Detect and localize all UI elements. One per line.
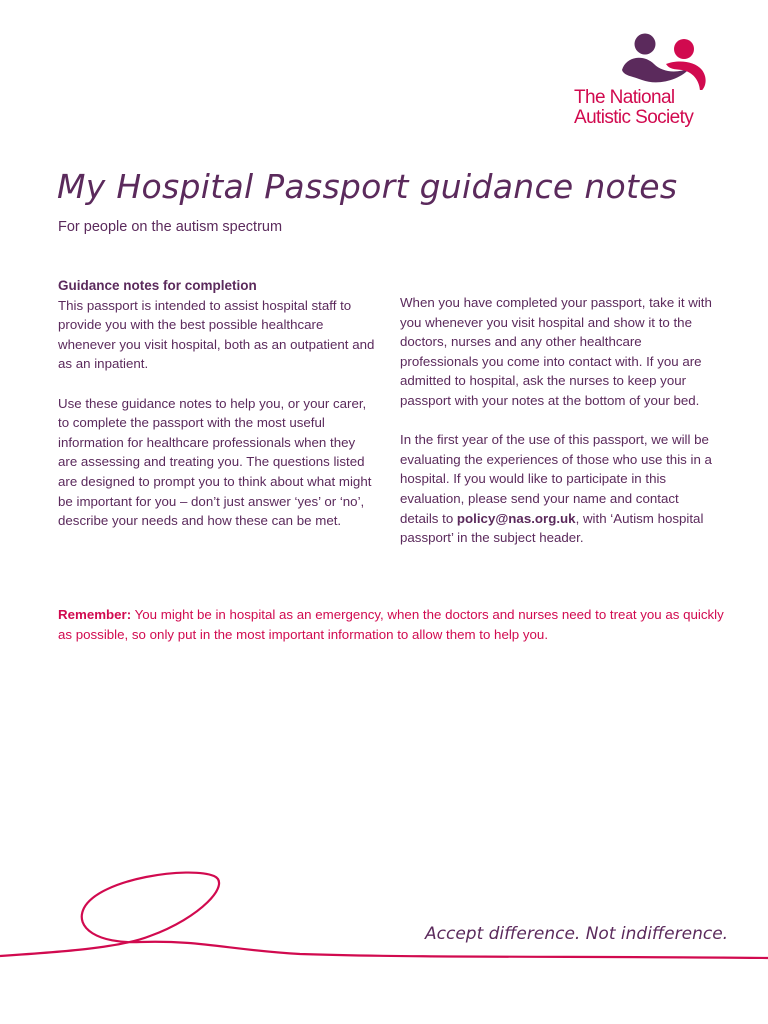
footer-tagline: Accept difference. Not indifference. xyxy=(425,924,729,944)
logo-line-2: Autistic Society xyxy=(574,107,694,128)
remember-note xyxy=(58,605,738,645)
logo-line-1: The National xyxy=(574,87,675,108)
logo-wordmark xyxy=(574,88,693,128)
remember-label: Remember: xyxy=(58,607,132,622)
swirl-line-graphic xyxy=(0,860,768,970)
page-title: My Hospital Passport guidance notes xyxy=(57,167,678,206)
left-column xyxy=(58,276,378,550)
paragraph-completed: When you have completed your passport, take it with you whenever you visit hospital and show it to the doctors, nurses and any other healthcare professionals you come into contact with. If you are admitted to hospital, ask the nurses to keep your passport with your notes at the bottom of your bed. xyxy=(400,295,712,408)
paragraph-purpose: This passport is intended to assist hospital staff to provide you with the best possible healthcare whenever you visit hospital, both as an outpatient and as an inpatient. xyxy=(58,297,375,372)
evaluation-text-end: , with ‘Autism hospital passport’ in the subject header. xyxy=(400,510,704,546)
email-link[interactable]: policy@nas.org.uk xyxy=(456,510,576,526)
right-column xyxy=(400,293,720,567)
nas-logo xyxy=(566,30,726,135)
page-subtitle: For people on the autism spectrum xyxy=(58,219,283,235)
paragraph-evaluation xyxy=(400,430,720,548)
paragraph-usage: Use these guidance notes to help you, or your carer, to complete the passport with the most useful information for healthcare professionals when they are assessing and treating you. The questions listed are designed to prompt you to think about what might be important for you – don’t just answer ‘yes’ or ‘no’, describe your needs and how these can be met. xyxy=(58,395,372,529)
section-heading: Guidance notes for completion xyxy=(58,278,257,293)
people-logo-icon xyxy=(614,30,724,90)
evaluation-text: In the first year of the use of this passport, we will be evaluating the experiences of those who use this in a hospital. If you would like to participate in this evaluation, please send your name and contact details to xyxy=(400,432,712,526)
remember-text: You might be in hospital as an emergency, when the doctors and nurses need to treat you as quickly as possible, so only put in the most important information to allow them to help you. xyxy=(58,607,724,642)
